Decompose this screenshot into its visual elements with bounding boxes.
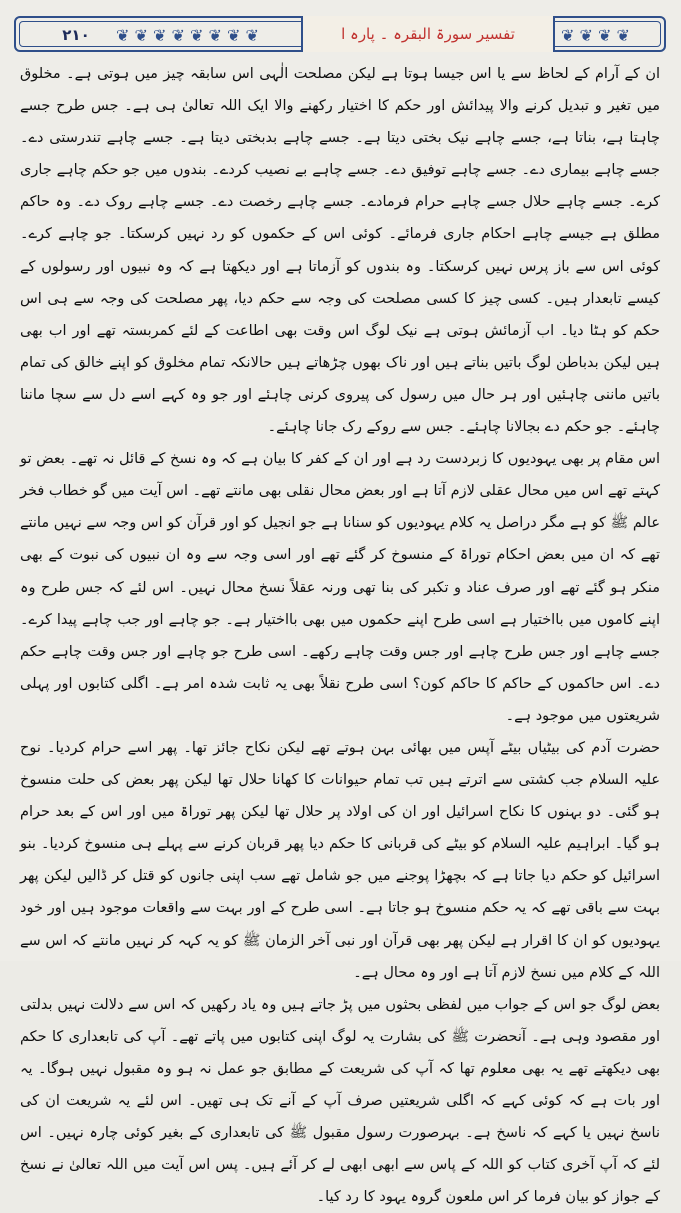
header-ornament-left: ❦ ❦ ❦ ❦ ❦ ❦ ❦ ❦ <box>116 25 259 45</box>
header-cartouche <box>301 16 555 52</box>
page-number: ۲۱۰ <box>62 26 90 44</box>
paragraph-2: اس مقام پر بھی یہودیوں کا زبردست رد ہے اور ان کے کفر کا بیان ہے کہ وہ نسخ کے قائل نہ تھے۔ بعض تو کہتے تھے اس میں محال عقلی لازم آتا ہے اور بعض محال نقلی بھی مانتے تھے۔ اس آیت میں گو خطاب فخر عالم ﷺ کو ہے مگر دراصل یہ کلام یہودیوں کو سنانا ہے جو انجیل کو اور قرآن کو اس وجہ سے نہیں مانتے تھے کہ ان میں بعض احکام توراۃ کے منسوخ کر گئے تھے اور اسی وجہ سے وہ ان نبیوں کی نبوت کے بھی منکر ہو گئے تھے اور صرف عناد و تکبر کی بنا تھی ورنہ عقلاً نسخ محال نہیں۔ اس لئے کہ جس طرح وہ اپنے کاموں میں بااختیار ہے اسی طرح اپنے حکموں میں بھی بااختیار ہے۔ جو چاہے اور جب چاہے پیدا کرے۔ جسے چاہے اور جس طرح چاہے اور جس وقت چاہے رکھے۔ اسی طرح جو چاہے اور جس وقت چاہے حکم دے۔ اس حاکموں کے حاکم کا حاکم کون؟ اسی طرح نقلاً بھی یہ ثابت شدہ امر ہے۔ اگلی کتابوں اور پہلی شریعتوں میں موجود ہے۔ <box>20 451 660 724</box>
header-title: تفسیر سورۃ البقرہ ۔ پارہ ا <box>341 25 515 43</box>
page-header <box>14 16 666 52</box>
paragraph-3: حضرت آدم کی بیٹیاں بیٹے آپس میں بھائی بہن ہوتے تھے لیکن نکاح جائز تھا۔ پھر اسے حرام کردیا۔ نوح علیہ السلام جب کشتی سے اترتے ہیں تب تمام حیوانات کا کھانا حلال تھا لیکن پھر بعض کی حلت منسوخ ہو گئی۔ دو بہنوں کا نکاح اسرائیل اور ان کی اولاد پر حلال تھا لیکن پھر توراۃ میں اور اس کے بعد حرام ہو گیا۔ ابراہیم علیہ السلام کو بیٹے کی قربانی کا حکم دیا پھر قربان کرنے سے پہلے ہی منسوخ کردیا۔ بنو اسرائیل کو حکم دیا جاتا ہے کہ بچھڑا پوجنے میں جو شامل تھے سب اپنی جانوں کو قتل کر ڈالیں لیکن پھر بہت سے باقی تھے کہ یہ حکم منسوخ ہو جاتا ہے۔ اسی طرح کے اور بہت سے واقعات موجود ہیں اور خود یہودیوں کو ان کا اقرار ہے لیکن پھر بھی قرآن اور نبی آخر الزمان ﷺ کو یہ کہہ کر نہیں مانتے کہ اس سے اللہ کے کلام میں نسخ لازم آتا ہے اور وہ محال ہے۔ <box>20 739 660 981</box>
header-ornament-right: ❦ ❦ ❦ ❦ <box>561 25 630 45</box>
page-body <box>20 58 660 1206</box>
paragraph-1: ان کے آرام کے لحاظ سے یا اس جیسا ہوتا ہے لیکن مصلحت الٰہی اس سابقہ چیز میں ہوتی ہے۔ مخلوق میں تغیر و تبدیل کرنے والا پیدائش اور حکم کا اختیار رکھنے والا ایک اللہ تعالیٰ ہی ہے۔ جس طرح جسے چاہتا ہے، بناتا ہے، جسے چاہے نیک بختی دیتا ہے۔ جسے چاہے بدبختی دیتا ہے۔ جسے چاہے تندرستی دے۔ جسے چاہے بیماری دے۔ جسے چاہے توفیق دے۔ جسے چاہے بے نصیب کردے۔ بندوں میں جو حکم چاہے جاری کرے۔ جسے چاہے حلال جسے چاہے حرام فرمادے۔ جسے چاہے رخصت دے۔ جسے چاہے روک دے۔ وہ حاکم مطلق ہے جیسے چاہے احکام جاری فرمائے۔ کوئی اس کے حکموں کو رد نہیں کرسکتا۔ جو چاہے کرے۔ کوئی اس سے باز پرس نہیں کرسکتا۔ وہ بندوں کو آزماتا ہے اور دیکھتا ہے کہ وہ نبیوں اور رسولوں کے کیسے تابعدار ہیں۔ کسی چیز کا کسی مصلحت کی وجہ سے حکم دیا، پھر مصلحت کی وجہ سے ہی اس حکم کو ہٹا دیا۔ اب آزمائش ہوتی ہے نیک لوگ اس وقت بھی اطاعت کے لئے کمربستہ تھے اور اب بھی ہیں لیکن بدباطن لوگ باتیں بناتے ہیں اور ناک بھوں چڑھاتے ہیں حالانکہ تمام مخلوق کو اپنے خالق کی تمام باتیں ماننی چاہئیں اور ہر حال میں رسول کی پیروی کرنی چاہئے اور جو وہ کہے اسے دل سے سچا ماننا چاہئے۔ جو حکم دے بجالانا چاہئے۔ جس سے روکے رک جانا چاہئے۔ <box>20 66 660 436</box>
paragraph-4: بعض لوگ جو اس کے جواب میں لفظی بحثوں میں پڑ جاتے ہیں وہ یاد رکھیں کہ اس سے دلالت نہیں بدلتی اور مقصود وہی ہے۔ آنحضرت ﷺ کی بشارت یہ لوگ اپنی کتابوں میں پاتے تھے۔ آپ کی تابعداری کا حکم بھی دیکھتے تھے یہ بھی معلوم تھا کہ آپ کی شریعت کے مطابق جو عمل نہ ہو وہ مقبول نہیں ہوگا۔ یہ اور بات ہے کہ کوئی کہے کہ اگلی شریعتیں صرف آپ کے آنے تک ہی تھیں۔ اس لئے یہ شریعت ان کی ناسخ نہیں یا کہے کہ ناسخ ہے۔ بہرصورت رسول مقبول ﷺ کی تابعداری کے بغیر کوئی چارہ نہیں۔ اس لئے کہ آپ آخری کتاب کو اللہ کے پاس سے ابھی ابھی لے کر آئے ہیں۔ پس اس آیت میں اللہ تعالیٰ نے نسخ کے جواز کو بیان فرما کر اس ملعون گروہ یہود کا رد کیا۔ <box>20 996 660 1206</box>
